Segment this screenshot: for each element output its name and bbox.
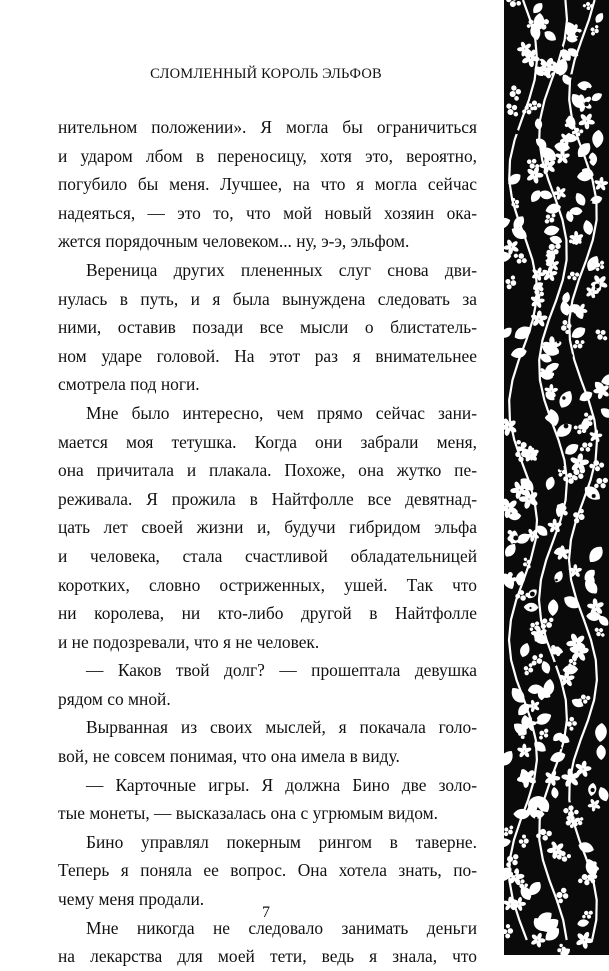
text-line: чему меня продали. xyxy=(58,889,205,910)
text-line: коротких, словно остриженных, ушей. Так что xyxy=(58,574,477,595)
text-line: погубило бы меня. Лучшее, на что я могла сейчас xyxy=(58,174,477,195)
text-line: и человека, стала счастливой обладательницей xyxy=(58,545,477,566)
text-line: она причитала и плакала. Похоже, она жутко пе- xyxy=(58,460,477,481)
text-line: Вырванная из своих мыслей, я покачала голо- xyxy=(86,717,477,738)
text-line: — Каков твой долг? — прошептала девушка xyxy=(86,660,477,681)
text-line: надеяться, — это то, что мой новый хозяин ока- xyxy=(58,202,477,223)
text-line: ними, оставив позади все мысли о блистатель- xyxy=(58,317,477,338)
page-number: 7 xyxy=(262,904,270,921)
text-line: на лекарства для моей тети, ведь я знала, что xyxy=(58,946,477,967)
text-line: нительном положении». Я могла бы ограничиться xyxy=(58,117,477,137)
text-line: и ударом лбом в переносицу, хотя это, вероятно, xyxy=(58,145,477,166)
body-text xyxy=(58,113,477,971)
text-line: смотрела под ноги. xyxy=(58,374,200,395)
text-line: и не подозревали, что я не человек. xyxy=(58,631,320,652)
floral-border-icon xyxy=(498,0,609,955)
text-line: Мне было интересно, чем прямо сейчас зани- xyxy=(86,402,477,423)
text-line: — Карточные игры. Я должна Бино две золо- xyxy=(86,774,477,795)
text-line: ни королева, ни кто-либо другой в Найтфолле xyxy=(58,603,477,624)
text-line: цать лет своей жизни и, будучи гибридом эльфа xyxy=(58,517,477,538)
text-line: реживала. Я прожила в Найтфолле все девятнад- xyxy=(58,488,477,509)
text-line: Теперь я поняла ее вопрос. Она хотела знать, по- xyxy=(58,860,477,881)
text-line: ном ударе головой. На этот раз я внимательнее xyxy=(58,345,477,366)
text-line: Мне никогда не следовало занимать деньги xyxy=(86,917,477,938)
text-line: рядом со мной. xyxy=(58,688,171,709)
text-line: мается моя тетушка. Когда они забрали меня, xyxy=(58,431,477,452)
text-line: Вереница других плененных слуг снова дви- xyxy=(86,259,477,280)
text-line: вой, не совсем понимая, что она имела в виду. xyxy=(58,746,400,767)
text-line: жется порядочным человеком... ну, э-э, эльфом. xyxy=(58,231,410,252)
text-line: нулась в путь, и я была вынуждена следовать за xyxy=(58,288,477,309)
text-line: тые монеты, — высказалась она с угрюмым видом. xyxy=(58,803,438,824)
text-line: Бино управлял покерным рингом в таверне. xyxy=(86,831,477,852)
running-title: СЛОМЛЕННЫЙ КОРОЛЬ ЭЛЬФОВ xyxy=(150,66,382,82)
